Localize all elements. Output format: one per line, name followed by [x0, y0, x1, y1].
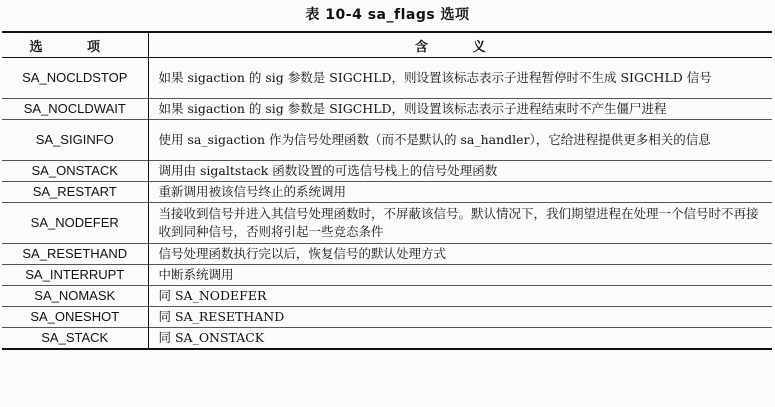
table-row	[2, 161, 772, 182]
flag-description: 如果 sigaction 的 sig 参数是 SIGCHLD，则设置该标志表示子进程结束时不产生僵尸进程	[148, 99, 772, 120]
header-option: 选 项	[2, 32, 148, 58]
flag-description: 信号处理函数执行完以后，恢复信号的默认处理方式	[148, 244, 772, 265]
flag-name: SA_NOMASK	[2, 286, 148, 307]
sa-flags-table	[2, 31, 772, 350]
flag-name: SA_NODEFER	[2, 203, 148, 244]
table-row	[2, 265, 772, 286]
flag-name: SA_RESETHAND	[2, 244, 148, 265]
flag-name: SA_NOCLDWAIT	[2, 99, 148, 120]
flag-description: 当接收到信号并进入其信号处理函数时，不屏蔽该信号。默认情况下，我们期望进程在处理一个信号时不再接收到同种信号，否则将引起一些竞态条件	[148, 203, 772, 244]
table-header-row	[2, 32, 772, 58]
flag-name: SA_STACK	[2, 328, 148, 350]
table-row	[2, 203, 772, 244]
flag-name: SA_NOCLDSTOP	[2, 58, 148, 99]
table-row	[2, 286, 772, 307]
header-meaning: 含 义	[148, 32, 772, 58]
flag-name: SA_ONESHOT	[2, 307, 148, 328]
flag-description: 同 SA_RESETHAND	[148, 307, 772, 328]
flag-description: 同 SA_NODEFER	[148, 286, 772, 307]
flag-description: 中断系统调用	[148, 265, 772, 286]
table-row	[2, 120, 772, 161]
flag-name: SA_ONSTACK	[2, 161, 148, 182]
flag-description: 使用 sa_sigaction 作为信号处理函数（而不是默认的 sa_handler），它给进程提供更多相关的信息	[148, 120, 772, 161]
table-caption: 表 10-4 sa_flags 选项	[305, 7, 470, 23]
table-row	[2, 182, 772, 203]
table-row	[2, 99, 772, 120]
table-row	[2, 58, 772, 99]
flag-description: 同 SA_ONSTACK	[148, 328, 772, 350]
flag-description: 调用由 sigaltstack 函数设置的可选信号栈上的信号处理函数	[148, 161, 772, 182]
flag-name: SA_SIGINFO	[2, 120, 148, 161]
table-row	[2, 244, 772, 265]
flag-name: SA_RESTART	[2, 182, 148, 203]
flag-description: 如果 sigaction 的 sig 参数是 SIGCHLD，则设置该标志表示子进程暂停时不生成 SIGCHLD 信号	[148, 58, 772, 99]
flag-description: 重新调用被该信号终止的系统调用	[148, 182, 772, 203]
flag-name: SA_INTERRUPT	[2, 265, 148, 286]
table-row	[2, 307, 772, 328]
table-row	[2, 328, 772, 350]
